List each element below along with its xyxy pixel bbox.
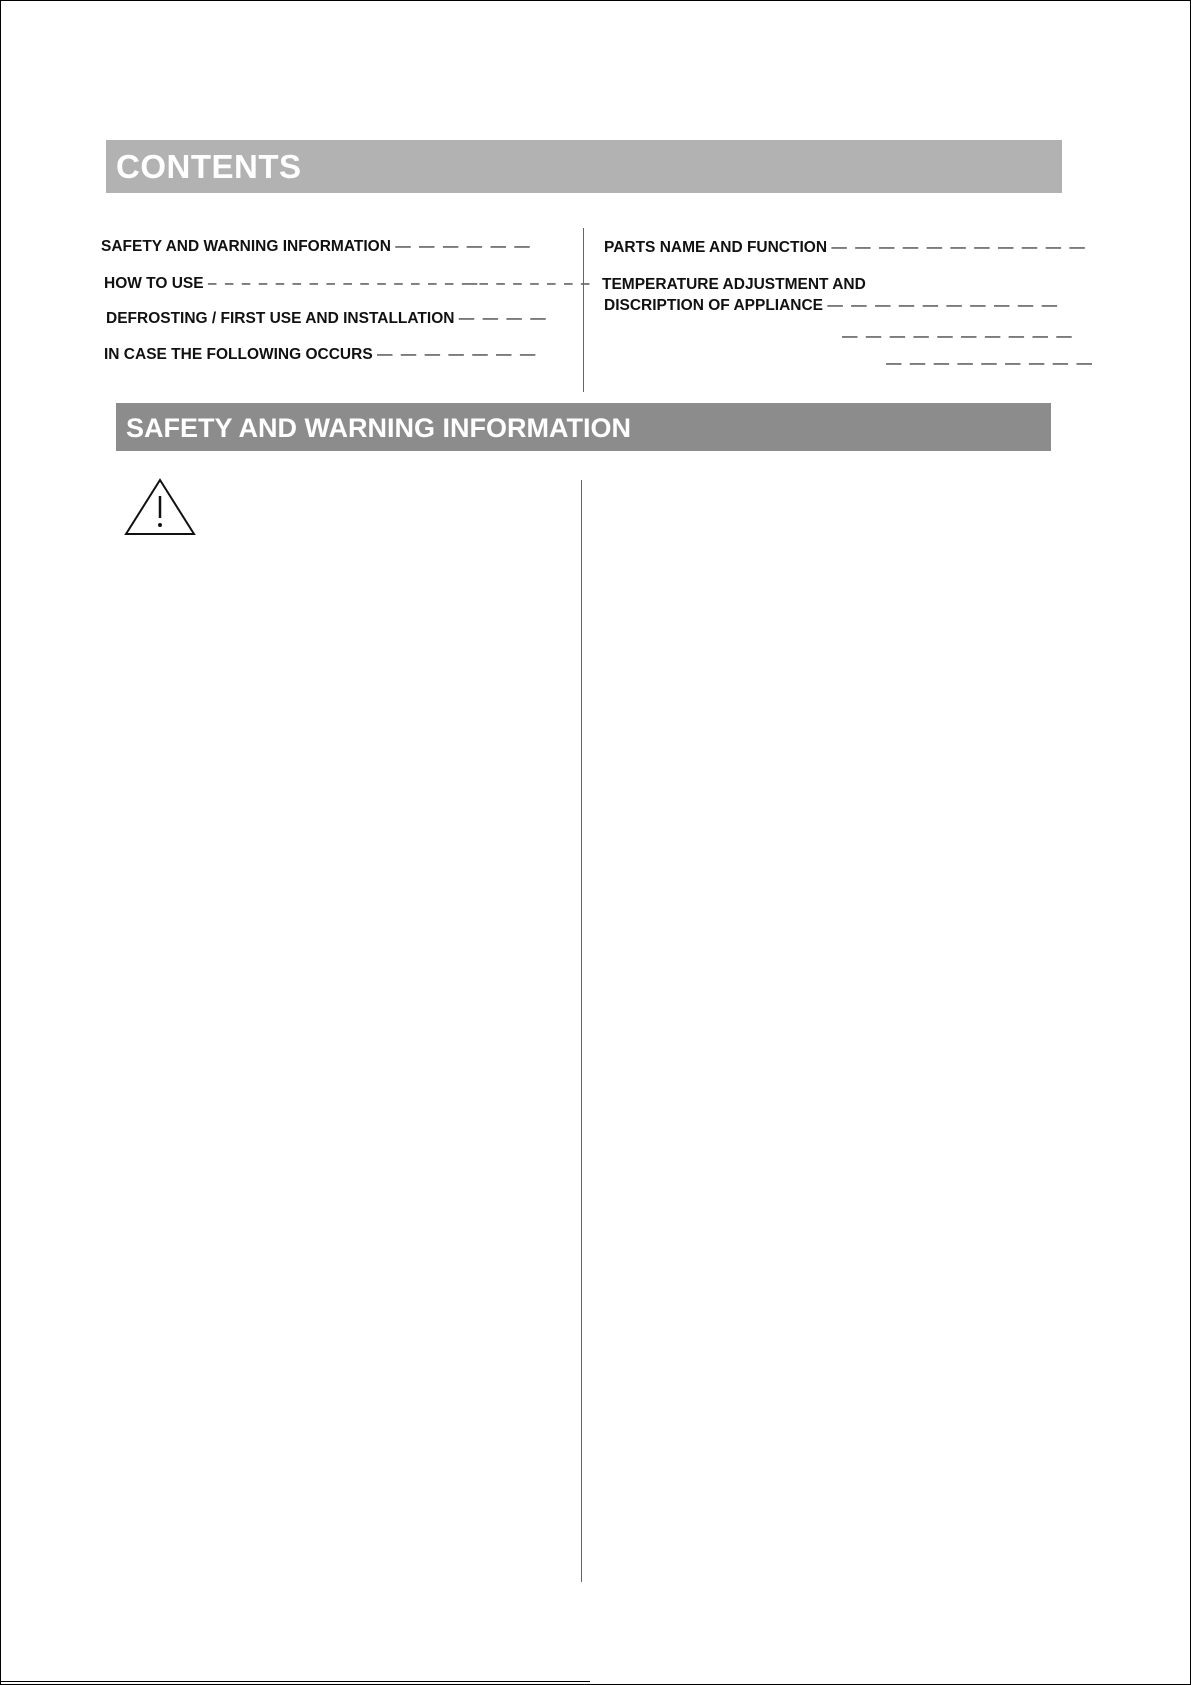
toc-item-safety[interactable] [101, 238, 532, 256]
toc-item-defrosting[interactable] [106, 310, 548, 328]
toc-leader: – – – – – – – – – – – – – – – —– – – – – – – [207, 275, 592, 292]
toc-leader: — — — — — — — [376, 346, 538, 363]
toc-leader: — — — — — — [395, 238, 532, 255]
toc-label: SAFETY AND WARNING INFORMATION [101, 238, 391, 255]
toc-label: DEFROSTING / FIRST USE AND INSTALLATION [106, 310, 455, 327]
toc-label-line2: DISCRIPTION OF APPLIANCE [604, 297, 824, 314]
safety-banner: SAFETY AND WARNING INFORMATION [116, 403, 1051, 451]
bottom-edge-line [0, 1681, 590, 1682]
toc-extra-leader-2 [886, 355, 1094, 373]
toc-leader: — — — — — — — — — — [827, 297, 1060, 314]
toc-item-in-case[interactable] [104, 346, 537, 364]
toc-leader: — — — — — — — — — [886, 355, 1094, 372]
toc-label: HOW TO USE [104, 275, 204, 292]
safety-column-divider [581, 480, 582, 1582]
toc-item-parts[interactable] [604, 239, 1087, 257]
warning-triangle-icon [124, 478, 196, 536]
toc-extra-leader-1 [842, 328, 1074, 346]
contents-column-divider [583, 228, 584, 392]
toc-label: PARTS NAME AND FUNCTION [604, 239, 828, 256]
contents-banner: CONTENTS [106, 140, 1062, 193]
toc-item-temperature-line2[interactable] [604, 297, 1059, 315]
toc-leader: — — — — — — — — — — — [831, 239, 1087, 256]
toc-leader: — — — — — — — — — — [842, 328, 1074, 345]
toc-leader: — — — — [458, 310, 548, 327]
toc-item-how-to-use[interactable] [104, 275, 592, 293]
toc-item-temperature[interactable] [602, 276, 866, 294]
toc-label: IN CASE THE FOLLOWING OCCURS [104, 346, 373, 363]
toc-label-line1: TEMPERATURE ADJUSTMENT AND [602, 276, 866, 293]
